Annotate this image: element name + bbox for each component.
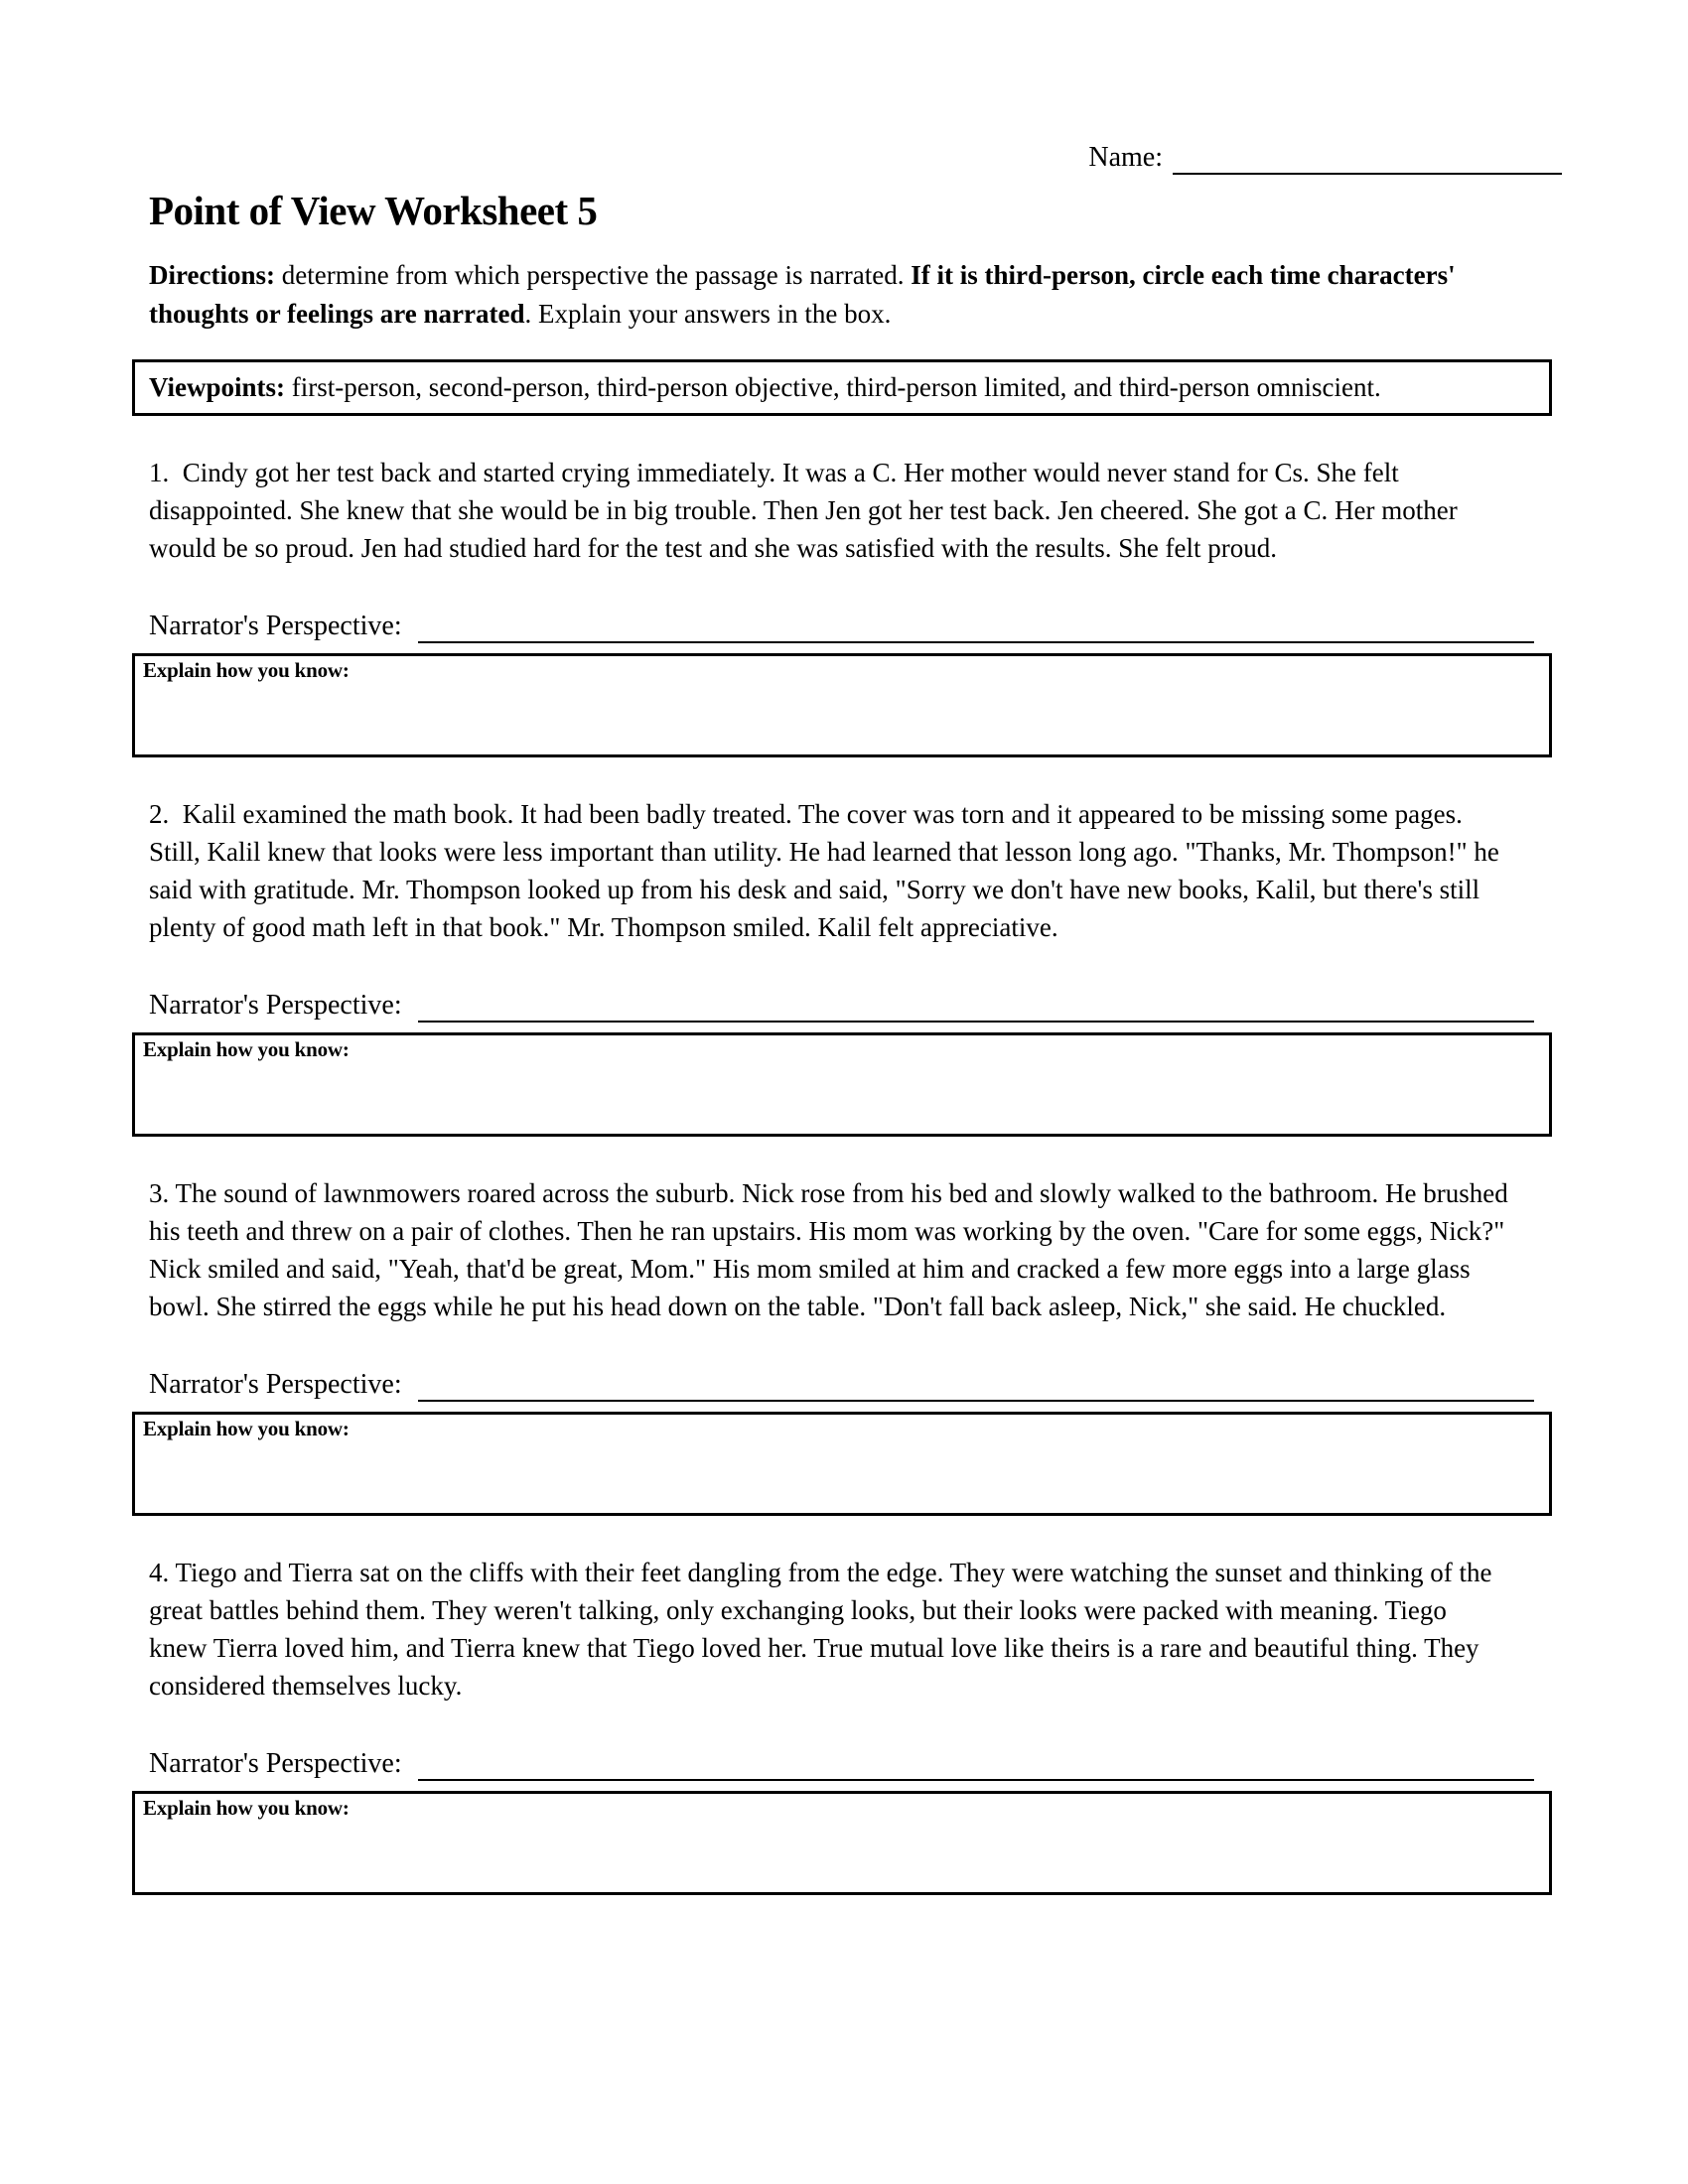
- narrator-perspective-label: Narrator's Perspective:: [149, 990, 402, 1021]
- narrator-row-3: [149, 1367, 1509, 1402]
- passage-text-3: 3. The sound of lawnmowers roared across the suburb. Nick rose from his bed and slowly walked to the bathroom. He brushed his teeth and threw on a pair of clothes. Then he ran upstairs. His mom was working by the oven. "Care for some eggs, Nick?" Nick smiled and said, "Yeah, that'd be great, Mom." His mom smiled at him and cracked a few more eggs into a large glass bowl. She stirred the eggs while he put his head down on the table. "Don't fall back asleep, Nick," she said. He chuckled.: [149, 1178, 1515, 1321]
- passage-text-4: 4. Tiego and Tierra sat on the cliffs with their feet dangling from the edge. They were watching the sunset and thinking of the great battles behind them. They weren't talking, only exchanging looks, but their looks were packed with meaning. Tiego knew Tierra loved him, and Tierra knew that Tiego loved her. True mutual love like theirs is a rare and beautiful thing. They considered themselves lucky.: [149, 1558, 1499, 1701]
- explain-label: Explain how you know:: [143, 1037, 350, 1061]
- directions-text: [149, 256, 1509, 334]
- viewpoints-list: first-person, second-person, third-person objective, third-person limited, and third-person omniscient.: [285, 372, 1381, 402]
- name-fill-in-line[interactable]: [1173, 143, 1562, 175]
- narrator-perspective-label: Narrator's Perspective:: [149, 611, 402, 641]
- narrator-perspective-fill-in-line-1[interactable]: [418, 609, 1534, 643]
- narrator-perspective-fill-in-line-3[interactable]: [418, 1367, 1534, 1402]
- narrator-perspective-fill-in-line-2[interactable]: [418, 988, 1534, 1023]
- explain-answer-box-3[interactable]: [132, 1412, 1552, 1516]
- explain-answer-box-2[interactable]: [132, 1032, 1552, 1137]
- passage-text-2: 2. Kalil examined the math book. It had been badly treated. The cover was torn and it appeared to be missing some pages. Still, Kalil knew that looks were less important than utility. He had learned that lesson long ago. "Thanks, Mr. Thompson!" he said with gratitude. Mr. Thompson looked up from his desk and said, "Sorry we don't have new books, Kalil, but there's still plenty of good math left in that book." Mr. Thompson smiled. Kalil felt appreciative.: [149, 799, 1506, 942]
- narrator-row-2: [149, 988, 1509, 1023]
- narrator-row-1: [149, 609, 1509, 643]
- explain-label: Explain how you know:: [143, 1417, 350, 1440]
- explain-label: Explain how you know:: [143, 1796, 350, 1820]
- viewpoints-box: [132, 359, 1552, 416]
- directions-regular-1: determine from which perspective the passage is narrated.: [274, 260, 912, 290]
- name-row: [149, 141, 1562, 175]
- page-title: Point of View Worksheet 5: [149, 188, 598, 233]
- viewpoints-label: Viewpoints:: [149, 372, 286, 402]
- narrator-perspective-label: Narrator's Perspective:: [149, 1369, 402, 1400]
- question-4: [143, 1554, 1509, 1895]
- narrator-perspective-fill-in-line-4[interactable]: [418, 1746, 1534, 1781]
- explain-label: Explain how you know:: [143, 658, 350, 682]
- directions-bold-main: If it is third-person, circle each time characters' thoughts or feelings are narrated: [149, 260, 1456, 329]
- question-2: [143, 795, 1509, 1137]
- narrator-perspective-label: Narrator's Perspective:: [149, 1748, 402, 1779]
- narrator-row-4: [149, 1746, 1509, 1781]
- directions-regular-2: . Explain your answers in the box.: [524, 299, 892, 329]
- explain-answer-box-1[interactable]: [132, 653, 1552, 757]
- name-label: Name:: [1088, 142, 1163, 173]
- explain-answer-box-4[interactable]: [132, 1791, 1552, 1895]
- directions-label: Directions:: [149, 260, 275, 290]
- passage-text-1: 1. Cindy got her test back and started crying immediately. It was a C. Her mother would never stand for Cs. She felt disappointed. She knew that she would be in big trouble. Then Jen got her test back. Jen cheered. She got a C. Her mother would be so proud. Jen had studied hard for the test and she was satisfied with the results. She felt proud.: [149, 458, 1465, 563]
- question-3: [143, 1174, 1515, 1516]
- question-1: [143, 454, 1509, 757]
